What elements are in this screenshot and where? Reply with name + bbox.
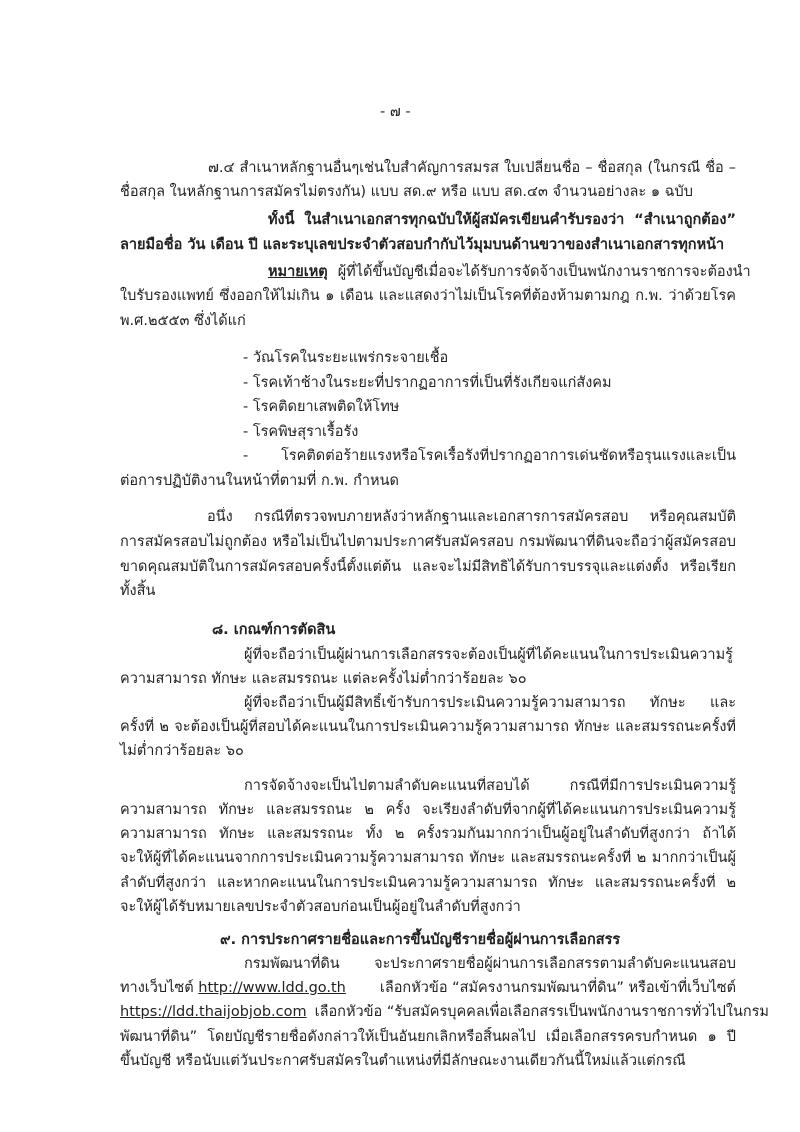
paragraph-line: การสมัครสอบไม่ถูกต้อง หรือไม่เป็นไปตามประกาศรับสมัครสอบ กรมพัฒนาที่ดินจะถือว่าผู้สมัครสอบ	[120, 534, 736, 550]
item-7-4-line: ๗.๔ สำเนาหลักฐานอื่นๆเช่นใบสำคัญการสมรส ใบเปลี่ยนชื่อ – ชื่อสกุล (ในกรณี ชื่อ –	[208, 160, 736, 176]
paragraph-line: ลำดับที่สูงกว่า และหากคะแนนในการประเมินความรู้ความสามารถ ทักษะ และสมรรถนะครั้งที่ ๒	[120, 875, 736, 891]
disease-item: - โรคเท้าช้างในระยะที่ปรากฏอาการที่เป็นที่รังเกียจแก่สังคม	[243, 375, 612, 391]
paragraph-line: ขึ้นบัญชี หรือนับแต่วันประกาศรับสมัครในตำแหน่งที่มีลักษณะงานเดียวกันนี้ใหม่แล้วแต่กรณี	[120, 1053, 686, 1069]
section-heading: ๙. การประกาศรายชื่อและการขึ้นบัญชีรายชื่อผู้ผ่านการเลือกสรร	[220, 932, 621, 948]
paragraph-line: ผู้ที่จะถือว่าเป็นผู้ผ่านการเลือกสรรจะต้องเป็นผู้ที่ได้คะแนนในการประเมินความรู้	[244, 647, 733, 663]
disease-item: - วัณโรคในระยะแพร่กระจายเชื้อ	[243, 350, 449, 366]
remark-label: หมายเหตุ	[268, 264, 328, 280]
paragraph-line: ความสามารถ ทักษะ และสมรรถนะ ๒ ครั้ง จะเรียงลำดับที่จากผู้ที่ได้คะแนนการประเมินความรู้	[120, 802, 736, 818]
paragraph-line: พัฒนาที่ดิน” โดยบัญชีรายชื่อดังกล่าวให้เป็นอันยกเลิกหรือสิ้นผลไป เมื่อเลือกสรรครบกำหนด ๑ ปี	[120, 1029, 736, 1045]
remark-line: ใบรับรองแพทย์ ซึ่งออกให้ไม่เกิน ๑ เดือน และแสดงว่าไม่เป็นโรคที่ต้องห้ามตามกฎ ก.พ. ว่าด้วยโรค	[120, 288, 736, 304]
paragraph-line: ทั้งสิ้น	[120, 583, 156, 599]
paragraph-line: ขาดคุณสมบัติในการสมัครสอบครั้งนี้ตั้งแต่ต้น และจะไม่มีสิทธิได้รับการบรรจุและแต่งตั้ง หรือเรียก	[120, 559, 736, 575]
paragraph-line: ไม่ต่ำกว่าร้อยละ ๖๐	[120, 743, 244, 759]
thaijobjob-website-link[interactable]: https://ldd.thaijobjob.com	[120, 1004, 307, 1020]
paragraph-line: ครั้งที่ ๒ จะต้องเป็นผู้ที่สอบได้คะแนนในการประเมินความรู้ความสามารถ ทักษะ และสมรรถนะครั้งที่	[120, 719, 736, 735]
ldd-website-link[interactable]: http://www.ldd.go.th	[198, 980, 346, 996]
paragraph-line: ความสามารถ ทักษะ และสมรรถนะ แต่ละครั้งไม่ต่ำกว่าร้อยละ ๖๐	[120, 671, 527, 687]
certify-note-line: ทั้งนี้ ในสำเนาเอกสารทุกฉบับให้ผู้สมัครเขียนคำรับรองว่า “สำเนาถูกต้อง”	[268, 212, 736, 228]
section-heading: ๘. เกณฑ์การตัดสิน	[212, 622, 336, 638]
paragraph-text: เลือกหัวข้อ “สมัครงานกรมพัฒนาที่ดิน” หรือเข้าที่เว็บไซต์	[379, 980, 736, 996]
paragraph-line: จะให้ผู้ได้รับหมายเลขประจำตัวสอบก่อนเป็นผู้อยู่ในลำดับที่สูงกว่า	[120, 899, 521, 915]
paragraph-line: กรมพัฒนาที่ดิน จะประกาศรายชื่อผู้ผ่านการเลือกสรรตามลำดับคะแนนสอบ	[244, 956, 736, 972]
page-number: - ๗ -	[380, 104, 411, 120]
paragraph-line: การจัดจ้างจะเป็นไปตามลำดับคะแนนที่สอบได้ กรณีที่มีการประเมินความรู้	[244, 778, 736, 794]
disease-item: - โรคติดต่อร้ายแรงหรือโรคเรื้อรังที่ปรากฏอาการเด่นชัดหรือรุนแรงและเป็น	[243, 448, 736, 464]
paragraph-line: จะให้ผู้ที่ได้คะแนนจากการประเมินความรู้ความสามารถ ทักษะ และสมรรถนะครั้งที่ ๒ มากกว่าเป็นผู้	[120, 850, 736, 866]
paragraph-line: ผู้ที่จะถือว่าเป็นผู้มีสิทธิ์เข้ารับการประเมินความรู้ความสามารถ ทักษะ และ	[244, 695, 736, 711]
paragraph-text: ทางเว็บไซต์	[120, 980, 194, 996]
certify-note-line: ลายมือชื่อ วัน เดือน ปี และระบุเลขประจำตัวสอบกำกับไว้มุมบนด้านขวาของสำเนาเอกสารทุกหน้า	[120, 237, 725, 253]
item-7-4-line: ชื่อสกุล ในหลักฐานการสมัครไม่ตรงกัน) แบบ สด.๙ หรือ แบบ สด.๔๓ จำนวนอย่างละ ๑ ฉบับ	[120, 184, 693, 200]
disease-item: - โรคพิษสุราเรื้อรัง	[243, 424, 359, 440]
paragraph-text: เลือกหัวข้อ “รับสมัครบุคคลเพื่อเลือกสรรเป็นพนักงานราชการทั่วไปในกรม	[314, 1004, 769, 1020]
paragraph-line: ความสามารถ ทักษะ และสมรรถนะ ทั้ง ๒ ครั้งรวมกันมากกว่าเป็นผู้อยู่ในลำดับที่สูงกว่า ถ้าได้	[120, 826, 736, 842]
remark-line: ผู้ที่ได้ขึ้นบัญชีเมื่อจะได้รับการจัดจ้างเป็นพนักงานราชการจะต้องนำ	[337, 264, 751, 280]
remark-line: ต่อการปฏิบัติงานในหน้าที่ตามที่ ก.พ. กำหนด	[120, 473, 399, 489]
remark-line: พ.ศ.๒๕๕๓ ซึ่งได้แก่	[120, 313, 246, 329]
paragraph-line: อนึ่ง กรณีที่ตรวจพบภายหลังว่าหลักฐานและเอกสารการสมัครสอบ หรือคุณสมบัติ	[207, 509, 736, 525]
disease-item: - โรคติดยาเสพติดให้โทษ	[243, 399, 400, 415]
